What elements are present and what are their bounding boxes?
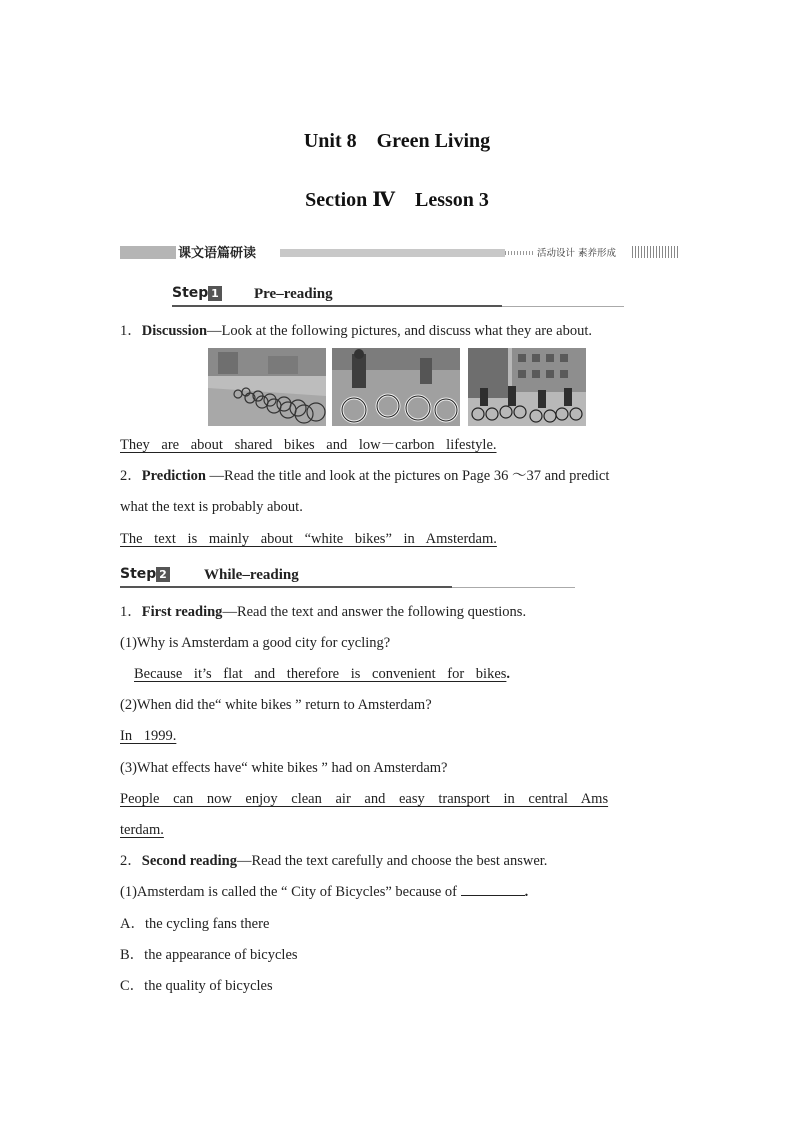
step-number-badge: 2 xyxy=(156,567,170,582)
photo-shared-bikes-row xyxy=(208,348,326,426)
question-number: 2． xyxy=(120,468,142,484)
step-number-badge: 1 xyxy=(208,286,222,301)
question-label: Discussion xyxy=(141,323,208,339)
option-b: B．the appearance of bicycles xyxy=(120,947,298,963)
question-number: 2． xyxy=(120,853,142,869)
first-reading-a3-line2: terdam. xyxy=(120,822,164,838)
bikes-row-image xyxy=(208,348,326,426)
question-label: Prediction xyxy=(141,468,206,484)
step-name: While–reading xyxy=(204,567,299,583)
step-word: Step xyxy=(172,285,209,301)
step-2-header xyxy=(120,566,575,588)
step-underline-light xyxy=(502,306,624,307)
question-text: (1)Amsterdam is called the “ City of Bicycles” because of xyxy=(120,884,458,900)
banner-label: 课文语篇研读 xyxy=(178,246,257,261)
first-reading-a2: In 1999. xyxy=(120,728,177,744)
step-underline xyxy=(120,586,452,588)
unit-title: Unit 8 Green Living xyxy=(303,130,491,152)
question-number: 1． xyxy=(120,604,142,620)
prediction-answer: The text is mainly about “white bikes” in Amsterdam. xyxy=(120,531,497,547)
second-reading-instruction xyxy=(120,852,547,870)
first-reading-instruction xyxy=(120,603,526,621)
step-underline-light xyxy=(452,587,575,588)
banner-dots xyxy=(505,251,535,255)
question-text: —Read the text and answer the following questions. xyxy=(222,604,527,620)
question-label: Second reading xyxy=(141,853,237,869)
question-number: 1． xyxy=(120,323,142,339)
first-reading-q1: (1)Why is Amsterdam a good city for cycling? xyxy=(120,635,391,651)
banner-mid-bar xyxy=(280,249,505,257)
question-label: First reading xyxy=(141,604,223,620)
answer-blank xyxy=(461,883,525,896)
banner-stripes xyxy=(632,246,680,258)
step-name: Pre–reading xyxy=(254,286,333,302)
step-word: Step xyxy=(120,566,157,582)
people-bikes-image xyxy=(332,348,460,426)
second-reading-q1 xyxy=(120,883,528,901)
riders-street-image xyxy=(468,348,586,426)
discussion-question xyxy=(120,322,592,340)
section-title: Section Ⅳ Lesson 3 xyxy=(305,189,489,211)
question-text: —Read the title and look at the pictures on Page 36 ～37 and predict xyxy=(205,468,610,484)
option-a: A．the cycling fans there xyxy=(120,916,270,932)
banner-right-label: 活动设计 素养形成 xyxy=(537,248,617,259)
banner-left-bar xyxy=(120,246,176,259)
section-banner xyxy=(120,244,680,260)
question-text: —Read the text carefully and choose the best answer. xyxy=(236,853,548,869)
question-end: . xyxy=(524,884,529,900)
first-reading-a3-line1: People can now enjoy clean air and easy transport in central Ams xyxy=(120,791,609,807)
photo-riders-street xyxy=(468,348,586,426)
answer-text: Because it’s flat and therefore is convenient for bikes xyxy=(134,666,507,682)
photo-people-with-bikes xyxy=(332,348,460,426)
prediction-question-line2: what the text is probably about. xyxy=(120,499,303,515)
first-reading-q3: (3)What effects have“ white bikes ” had on Amsterdam? xyxy=(120,760,448,776)
question-text: —Look at the following pictures, and discuss what they are about. xyxy=(207,323,592,339)
step-1-header xyxy=(172,285,624,307)
prediction-question xyxy=(120,467,609,485)
first-reading-q2: (2)When did the“ white bikes ” return to Amsterdam? xyxy=(120,697,432,713)
option-c: C．the quality of bicycles xyxy=(120,978,273,994)
step-underline xyxy=(172,305,502,307)
discussion-answer: They are about shared bikes and low－carbon lifestyle. xyxy=(120,437,497,453)
first-reading-a1 xyxy=(120,665,510,683)
answer-end: . xyxy=(506,666,511,682)
